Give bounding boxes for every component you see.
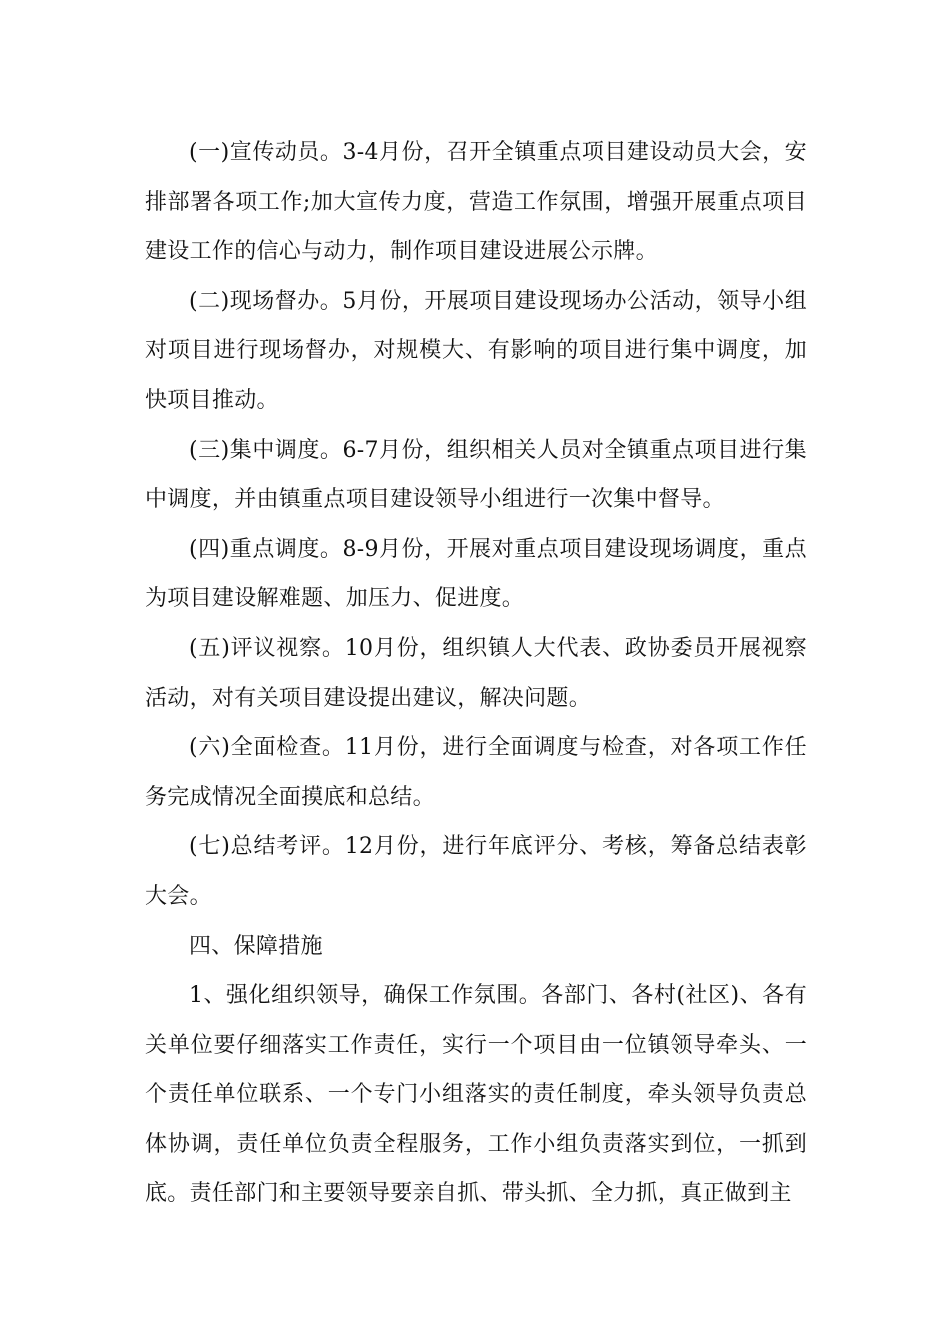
paragraph-comprehensive-check: (六)全面检查。11月份，进行全面调度与检查，对各项工作任务完成情况全面摸底和总结。 [145, 735, 807, 810]
paragraph-onsite-supervision: (二)现场督办。5月份，开展项目建设现场办公活动，领导小组对项目进行现场督办，对规模大、有影响的项目进行集中调度，加快项目推动。 [145, 288, 807, 413]
section-heading-safeguards: 四、保障措施 [189, 933, 323, 959]
paragraph-centralized-scheduling: (三)集中调度。6-7月份，组织相关人员对全镇重点项目进行集中调度，并由镇重点项目建设领导小组进行一次集中督导。 [145, 437, 807, 513]
paragraph-publicity-mobilization: (一)宣传动员。3-4月份，召开全镇重点项目建设动员大会，安排部署各项工作;加大宣传力度，营造工作氛围，增强开展重点项目建设工作的信心与动力，制作项目建设进展公示牌。 [145, 140, 807, 265]
paragraph-organizational-leadership: 1、强化组织领导，确保工作氛围。各部门、各村(社区)、各有关单位要仔细落实工作责任，实行一个项目由一位镇领导牵头、一个责任单位联系、一个专门小组落实的责任制度，牵头领导负责总体协调，责任单位负责全程服务，工作小组负责落实到位，一抓到底。责任部门和主要领导要亲自抓、带头抓、全力抓，真正做到主 [145, 983, 807, 1207]
paragraph-review-inspection: (五)评议视察。10月份，组织镇人大代表、政协委员开展视察活动，对有关项目建设提出建议，解决问题。 [145, 635, 807, 711]
paragraph-key-scheduling: (四)重点调度。8-9月份，开展对重点项目建设现场调度，重点为项目建设解难题、加压力、促进度。 [145, 536, 807, 612]
paragraph-summary-evaluation: (七)总结考评。12月份，进行年底评分、考核，筹备总结表彰大会。 [145, 834, 807, 909]
document-body [145, 128, 807, 1219]
